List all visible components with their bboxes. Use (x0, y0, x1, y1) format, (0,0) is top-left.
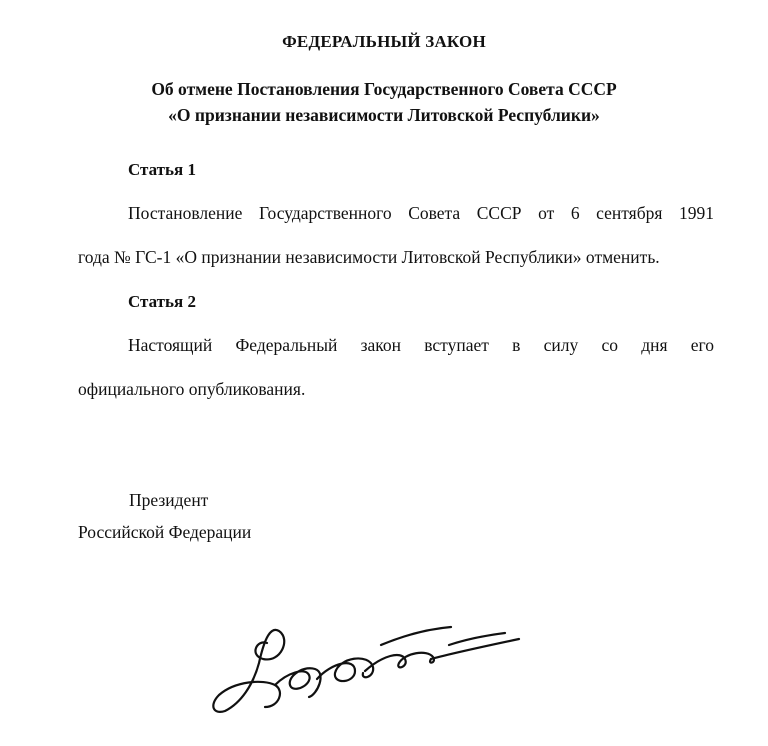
subtitle-line-1: Об отмене Постановления Государственного Совета СССР (151, 79, 617, 99)
document-type-heading: ФЕДЕРАЛЬНЫЙ ЗАКОН (282, 32, 486, 51)
document-subtitle (0, 76, 768, 128)
article-2-line-2: официального опубликования. (78, 379, 306, 399)
subtitle-line-2: «О признании независимости Литовской Республики» (168, 105, 600, 125)
signer-title: Президент (129, 490, 209, 510)
article-2-heading: Статья 2 (128, 292, 196, 311)
handwritten-signature (205, 615, 535, 725)
article-1-heading: Статья 1 (128, 160, 196, 179)
article-1-line-1: Постановление Государственного Совета СССР от 6 сентября 1991 (128, 203, 714, 223)
article-2-line-1: Настоящий Федеральный закон вступает в силу со дня его (128, 335, 714, 355)
signer-organization: Российской Федерации (78, 522, 252, 542)
article-1-line-2: года № ГС-1 «О признании независимости Литовской Республики» отменить. (78, 247, 660, 267)
